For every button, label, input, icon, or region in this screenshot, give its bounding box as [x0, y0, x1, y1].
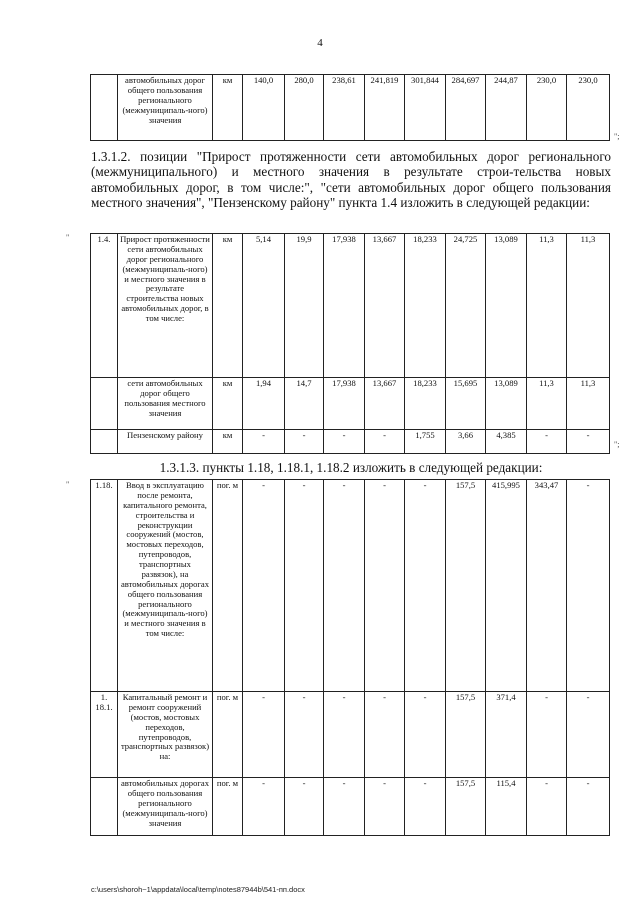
row-unit: км [213, 234, 243, 378]
row-value: 13,667 [365, 378, 405, 430]
row-value: 230,0 [567, 75, 610, 141]
row-value: 5,14 [243, 234, 285, 378]
row-value: - [324, 692, 365, 778]
paragraph-1-3-1-2: 1.3.1.2. позиции "Прирост протяженности сети автомобильных дорог регионального (межмуниципального) и местного значения в результате строи-тельства новых автомобильных дорог, в том числе:", "сети автомобильных дорог общего пользования местного значения", "Пензенскому району" пункта 1.4 изложить в следующей редакции: [91, 149, 611, 211]
row-name: Ввод в эксплуатацию после ремонта, капитального ремонта, строительства и реконструкции сооружений (мостов, мостовых переходов, путепроводов, транспортных развязок), на автомобильных дорогах общего пользования регионального (межмуниципаль-ного) и местного значения в том числе: [118, 480, 213, 692]
row-value: 157,5 [446, 692, 486, 778]
row-value: - [285, 778, 324, 836]
row-value: - [567, 692, 610, 778]
row-value: - [405, 480, 446, 692]
row-number [91, 430, 118, 454]
row-value: - [365, 692, 405, 778]
row-number [91, 778, 118, 836]
row-number [91, 75, 118, 141]
row-value: 14,7 [285, 378, 324, 430]
row-value: 19,9 [285, 234, 324, 378]
row-value: 301,844 [405, 75, 446, 141]
row-unit: км [213, 430, 243, 454]
row-value: - [405, 692, 446, 778]
row-value: 11,3 [527, 234, 567, 378]
row-name: автомобильных дорог общего пользования регионального (межмуниципаль-ного) значения [118, 75, 213, 141]
paragraph-1-3-1-3: 1.3.1.3. пункты 1.18, 1.18.1, 1.18.2 изложить в следующей редакции: [159, 460, 543, 475]
row-value: 11,3 [567, 234, 610, 378]
row-value: 11,3 [527, 378, 567, 430]
table-row [91, 378, 610, 430]
row-value: 280,0 [285, 75, 324, 141]
row-name: Прирост протяженности сети автомобильных дорог регионального (межмуниципаль-ного) и местного значения в результате строительства новых автомобильных дорог, в том числе: [118, 234, 213, 378]
row-value: 284,697 [446, 75, 486, 141]
row-value: - [243, 480, 285, 692]
row-value: 157,5 [446, 480, 486, 692]
row-value: 4,385 [486, 430, 527, 454]
table-row [91, 692, 610, 778]
page-number: 4 [317, 37, 323, 49]
row-value: 13,089 [486, 378, 527, 430]
row-unit: пог. м [213, 778, 243, 836]
row-value: - [567, 430, 610, 454]
row-value: - [365, 480, 405, 692]
row-value: - [405, 778, 446, 836]
table-row [91, 480, 610, 692]
row-value: 15,695 [446, 378, 486, 430]
row-value: 24,725 [446, 234, 486, 378]
row-value: - [285, 692, 324, 778]
row-value: 241,819 [365, 75, 405, 141]
row-value: 17,938 [324, 378, 365, 430]
row-value: 230,0 [527, 75, 567, 141]
row-unit: пог. м [213, 480, 243, 692]
row-value: 3,66 [446, 430, 486, 454]
row-unit: км [213, 75, 243, 141]
row-value: 238,61 [324, 75, 365, 141]
row-value: - [243, 430, 285, 454]
table-row [91, 778, 610, 836]
row-value: - [567, 778, 610, 836]
close-quote-mark: "; [614, 132, 620, 141]
row-value: 415,995 [486, 480, 527, 692]
row-value: - [285, 480, 324, 692]
table-road-length-continued [90, 74, 610, 141]
table-row [91, 234, 610, 378]
open-quote-mark: " [66, 480, 70, 489]
row-unit: км [213, 378, 243, 430]
row-value: - [285, 430, 324, 454]
row-value: 244,87 [486, 75, 527, 141]
row-value: 17,938 [324, 234, 365, 378]
row-value: - [365, 430, 405, 454]
row-number: 1. 18.1. [91, 692, 118, 778]
row-name: Капитальный ремонт и ремонт сооружений (мостов, мостовых переходов, путепроводов, транспортных развязок) на: [118, 692, 213, 778]
row-value: - [324, 480, 365, 692]
row-value: 18,233 [405, 378, 446, 430]
table-bridge-commissioning [90, 479, 610, 836]
row-value: 115,4 [486, 778, 527, 836]
row-value: - [527, 430, 567, 454]
row-value: - [365, 778, 405, 836]
row-value: 343,47 [527, 480, 567, 692]
row-name: автомобильных дорогах общего пользования регионального (межмуниципаль-ного) значения [118, 778, 213, 836]
row-number: 1.4. [91, 234, 118, 378]
row-value: - [567, 480, 610, 692]
row-number: 1.18. [91, 480, 118, 692]
table-row [91, 430, 610, 454]
row-name: Пензенскому району [118, 430, 213, 454]
row-value: - [527, 778, 567, 836]
row-value: - [243, 778, 285, 836]
row-value: 1,94 [243, 378, 285, 430]
row-number [91, 378, 118, 430]
row-value: 157,5 [446, 778, 486, 836]
close-quote-mark: "; [614, 440, 620, 449]
row-value: - [324, 430, 365, 454]
row-value: - [243, 692, 285, 778]
row-unit: пог. м [213, 692, 243, 778]
row-value: - [527, 692, 567, 778]
row-value: 140,0 [243, 75, 285, 141]
file-path-footer: c:\users\shoroh~1\appdata\local\temp\notes87944b\541-пп.docx [91, 885, 305, 894]
row-value: 13,089 [486, 234, 527, 378]
row-value: 1,755 [405, 430, 446, 454]
open-quote-mark: " [66, 233, 70, 242]
table-row [91, 75, 610, 141]
row-value: - [324, 778, 365, 836]
row-name: сети автомобильных дорог общего пользования местного значения [118, 378, 213, 430]
row-value: 18,233 [405, 234, 446, 378]
row-value: 11,3 [567, 378, 610, 430]
row-value: 371,4 [486, 692, 527, 778]
table-road-growth [90, 233, 610, 454]
row-value: 13,667 [365, 234, 405, 378]
